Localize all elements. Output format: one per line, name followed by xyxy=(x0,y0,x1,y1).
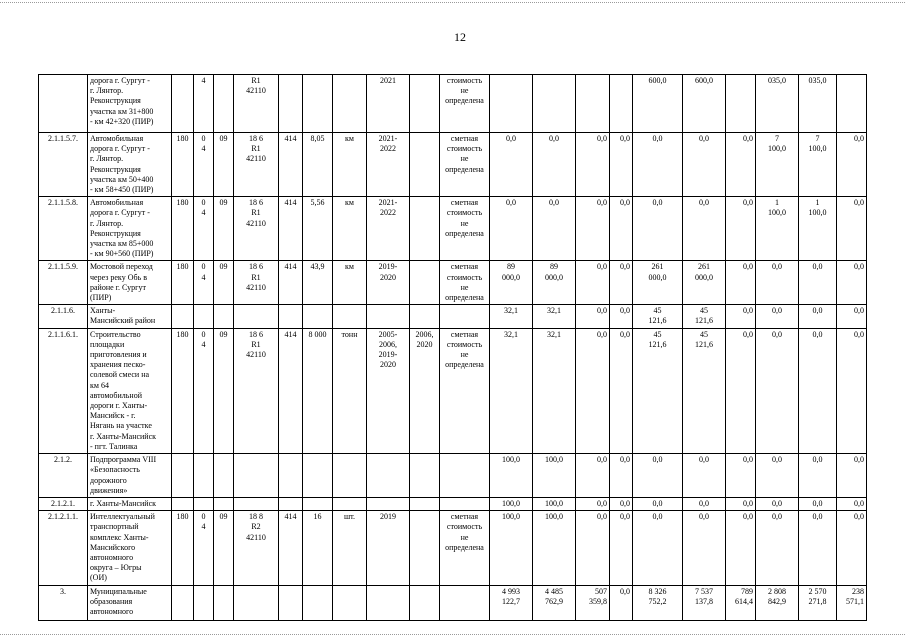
cell-name: дорога г. Сургут - г. Лянтор. Реконструкция участка км 31+800 - км 42+320 (ПИР) xyxy=(88,75,172,133)
cell-c3: 09 xyxy=(214,328,234,453)
cell-v1: 0,0 xyxy=(490,133,533,197)
cell-v6: 600,0 xyxy=(683,75,726,133)
cell-v8: 035,0 xyxy=(756,75,799,133)
cell-c3 xyxy=(214,454,234,498)
cell-c6: 16 xyxy=(303,511,333,585)
cell-c5: 414 xyxy=(279,197,303,261)
cell-c1 xyxy=(172,585,194,620)
table-row xyxy=(39,75,867,133)
cell-c8 xyxy=(367,585,410,620)
cell-c2: 0 4 xyxy=(194,261,214,305)
cell-c9 xyxy=(410,454,440,498)
cell-code xyxy=(39,75,88,133)
cell-c3: 09 xyxy=(214,511,234,585)
cell-v5: 600,0 xyxy=(633,75,683,133)
cell-c4: 18 8 R2 42110 xyxy=(234,511,279,585)
cell-c8: 2021- 2022 xyxy=(367,133,410,197)
cell-c2 xyxy=(194,585,214,620)
cell-c3 xyxy=(214,497,234,510)
cell-v9: 0,0 xyxy=(799,454,837,498)
cell-v4 xyxy=(610,75,633,133)
cell-v1: 100,0 xyxy=(490,497,533,510)
cell-v10: 0,0 xyxy=(837,133,867,197)
cell-c6: 8,05 xyxy=(303,133,333,197)
cell-v6: 0,0 xyxy=(683,454,726,498)
cell-v3: 0,0 xyxy=(576,511,610,585)
cell-v6: 7 537 137,8 xyxy=(683,585,726,620)
cell-v6: 0,0 xyxy=(683,511,726,585)
cell-c8: 2021 xyxy=(367,75,410,133)
cell-c8: 2019 xyxy=(367,511,410,585)
cell-c2: 0 4 xyxy=(194,328,214,453)
cell-v8: 0,0 xyxy=(756,261,799,305)
cell-c1: 180 xyxy=(172,133,194,197)
cell-c9: 2006, 2020 xyxy=(410,328,440,453)
cell-c7: шт. xyxy=(333,511,367,585)
cell-v5: 8 326 752,2 xyxy=(633,585,683,620)
table-row xyxy=(39,197,867,261)
cell-v7: 0,0 xyxy=(726,197,756,261)
cell-c5 xyxy=(279,75,303,133)
cell-v3: 0,0 xyxy=(576,305,610,328)
cell-c10: сметная стоимость не определена xyxy=(440,197,490,261)
cell-name: Мостовой переход через реку Обь в районе г. Сургут (ПИР) xyxy=(88,261,172,305)
cell-v9: 2 570 271,8 xyxy=(799,585,837,620)
cell-v3: 0,0 xyxy=(576,133,610,197)
cell-v2: 100,0 xyxy=(533,454,576,498)
cell-c7 xyxy=(333,454,367,498)
cell-c10 xyxy=(440,454,490,498)
cell-c1 xyxy=(172,75,194,133)
cell-v3: 0,0 xyxy=(576,454,610,498)
cell-c8 xyxy=(367,497,410,510)
cell-v4: 0,0 xyxy=(610,133,633,197)
cell-c5 xyxy=(279,585,303,620)
cell-v3: 0,0 xyxy=(576,197,610,261)
cell-v4: 0,0 xyxy=(610,305,633,328)
cell-c8: 2005- 2006, 2019- 2020 xyxy=(367,328,410,453)
cell-c1: 180 xyxy=(172,197,194,261)
cell-c7: км xyxy=(333,133,367,197)
table-row xyxy=(39,133,867,197)
cell-v8: 0,0 xyxy=(756,305,799,328)
cell-v2: 89 000,0 xyxy=(533,261,576,305)
cell-v4: 0,0 xyxy=(610,454,633,498)
cell-c4 xyxy=(234,454,279,498)
cell-c10: сметная стоимость не определена xyxy=(440,261,490,305)
cell-v6: 45 121,6 xyxy=(683,328,726,453)
cell-c3 xyxy=(214,305,234,328)
cell-code: 2.1.2.1. xyxy=(39,497,88,510)
cell-v1 xyxy=(490,75,533,133)
table-row xyxy=(39,305,867,328)
cell-c9 xyxy=(410,497,440,510)
cell-c9 xyxy=(410,133,440,197)
cell-c5 xyxy=(279,454,303,498)
cell-v2: 0,0 xyxy=(533,133,576,197)
cell-v8: 0,0 xyxy=(756,497,799,510)
cell-v10: 0,0 xyxy=(837,511,867,585)
cell-c9 xyxy=(410,261,440,305)
cell-v9: 0,0 xyxy=(799,305,837,328)
cell-v10: 0,0 xyxy=(837,328,867,453)
cell-v3: 0,0 xyxy=(576,328,610,453)
cell-c3: 09 xyxy=(214,197,234,261)
cell-v3: 0,0 xyxy=(576,261,610,305)
cell-c4 xyxy=(234,305,279,328)
cell-v5: 0,0 xyxy=(633,497,683,510)
cell-c2: 0 4 xyxy=(194,133,214,197)
table-row xyxy=(39,585,867,620)
cell-v4: 0,0 xyxy=(610,511,633,585)
cell-v2: 4 485 762,9 xyxy=(533,585,576,620)
cell-v7: 0,0 xyxy=(726,305,756,328)
cell-v7: 789 614,4 xyxy=(726,585,756,620)
cell-v5: 0,0 xyxy=(633,511,683,585)
cell-c6 xyxy=(303,585,333,620)
cell-v1: 32,1 xyxy=(490,328,533,453)
cell-v6: 261 000,0 xyxy=(683,261,726,305)
cell-v2: 32,1 xyxy=(533,328,576,453)
cell-v3: 507 359,8 xyxy=(576,585,610,620)
cell-c6: 5,56 xyxy=(303,197,333,261)
cell-name: Подпрограмма VIII «Безопасность дорожного движения» xyxy=(88,454,172,498)
cell-v8: 0,0 xyxy=(756,328,799,453)
cell-c4: 18 6 R1 42110 xyxy=(234,133,279,197)
cell-v9: 0,0 xyxy=(799,328,837,453)
cell-c2 xyxy=(194,497,214,510)
cell-v10: 0,0 xyxy=(837,305,867,328)
cell-c1: 180 xyxy=(172,328,194,453)
cell-c4: 18 6 R1 42110 xyxy=(234,328,279,453)
page-number: 12 xyxy=(454,30,466,44)
cell-c1 xyxy=(172,454,194,498)
cell-v7: 0,0 xyxy=(726,497,756,510)
cell-v9: 0,0 xyxy=(799,511,837,585)
cell-v8: 1 100,0 xyxy=(756,197,799,261)
cell-v10: 0,0 xyxy=(837,454,867,498)
cell-name: Автомобильная дорога г. Сургут - г. Лянтор. Реконструкция участка км 85+000 - км 90+560 (ПИР) xyxy=(88,197,172,261)
cell-code: 2.1.1.6. xyxy=(39,305,88,328)
cell-v7: 0,0 xyxy=(726,133,756,197)
cell-v9: 0,0 xyxy=(799,261,837,305)
cell-v1: 100,0 xyxy=(490,454,533,498)
cell-c8 xyxy=(367,454,410,498)
cell-code: 2.1.1.6.1. xyxy=(39,328,88,453)
cell-v9: 035,0 xyxy=(799,75,837,133)
cell-v1: 4 993 122,7 xyxy=(490,585,533,620)
cell-c3 xyxy=(214,585,234,620)
cell-v7: 0,0 xyxy=(726,454,756,498)
cell-name: Ханты- Мансийский район xyxy=(88,305,172,328)
table-row xyxy=(39,454,867,498)
cell-c5: 414 xyxy=(279,261,303,305)
cell-name: Муниципальные образования автономного xyxy=(88,585,172,620)
cell-v8: 0,0 xyxy=(756,511,799,585)
investment-table xyxy=(38,74,867,621)
cell-c7 xyxy=(333,305,367,328)
cell-v10: 238 571,1 xyxy=(837,585,867,620)
cell-c4: R1 42110 xyxy=(234,75,279,133)
cell-c6 xyxy=(303,75,333,133)
cell-c6: 8 000 xyxy=(303,328,333,453)
cell-v6: 0,0 xyxy=(683,197,726,261)
cell-name: г. Ханты-Мансийск xyxy=(88,497,172,510)
cell-v1: 32,1 xyxy=(490,305,533,328)
cell-v5: 45 121,6 xyxy=(633,305,683,328)
scan-edge-top xyxy=(0,2,905,3)
cell-v4: 0,0 xyxy=(610,328,633,453)
cell-v9: 1 100,0 xyxy=(799,197,837,261)
cell-name: Автомобильная дорога г. Сургут - г. Лянтор. Реконструкция участка км 50+400 - км 58+450 (ПИР) xyxy=(88,133,172,197)
cell-v5: 0,0 xyxy=(633,454,683,498)
cell-v2 xyxy=(533,75,576,133)
cell-c8: 2021- 2022 xyxy=(367,197,410,261)
cell-v4: 0,0 xyxy=(610,197,633,261)
cell-v5: 0,0 xyxy=(633,133,683,197)
cell-c1: 180 xyxy=(172,511,194,585)
cell-v1: 0,0 xyxy=(490,197,533,261)
cell-c9 xyxy=(410,511,440,585)
cell-c7 xyxy=(333,585,367,620)
cell-c1 xyxy=(172,305,194,328)
cell-c10 xyxy=(440,585,490,620)
cell-c10: сметная стоимость не определена xyxy=(440,133,490,197)
cell-code: 2.1.1.5.9. xyxy=(39,261,88,305)
cell-c2 xyxy=(194,305,214,328)
table-row xyxy=(39,511,867,585)
cell-c1 xyxy=(172,497,194,510)
cell-v9: 0,0 xyxy=(799,497,837,510)
cell-c5 xyxy=(279,497,303,510)
cell-c7 xyxy=(333,75,367,133)
cell-c5: 414 xyxy=(279,328,303,453)
cell-v3 xyxy=(576,75,610,133)
cell-c2: 0 4 xyxy=(194,197,214,261)
cell-code: 2.1.2. xyxy=(39,454,88,498)
cell-v7 xyxy=(726,75,756,133)
cell-c5: 414 xyxy=(279,133,303,197)
cell-v4: 0,0 xyxy=(610,497,633,510)
cell-v5: 0,0 xyxy=(633,197,683,261)
cell-v5: 45 121,6 xyxy=(633,328,683,453)
cell-code: 3. xyxy=(39,585,88,620)
cell-c6 xyxy=(303,497,333,510)
cell-v10: 0,0 xyxy=(837,497,867,510)
cell-code: 2.1.1.5.7. xyxy=(39,133,88,197)
cell-c4: 18 6 R1 42110 xyxy=(234,197,279,261)
cell-c3: 09 xyxy=(214,261,234,305)
cell-c7: км xyxy=(333,197,367,261)
cell-v7: 0,0 xyxy=(726,261,756,305)
cell-v8: 0,0 xyxy=(756,454,799,498)
cell-name: Интеллектуальный транспортный комплекс Ханты- Мансийского автономного округа – Югры (ОИ) xyxy=(88,511,172,585)
cell-v10 xyxy=(837,75,867,133)
table-row xyxy=(39,497,867,510)
cell-v7: 0,0 xyxy=(726,328,756,453)
cell-v9: 7 100,0 xyxy=(799,133,837,197)
cell-v8: 2 808 842,9 xyxy=(756,585,799,620)
cell-v2: 32,1 xyxy=(533,305,576,328)
cell-c2: 0 4 xyxy=(194,511,214,585)
cell-name: Строительство площадки приготовления и хранения песко- солевой смеси на км 64 автомобильной дороги г. Ханты- Мансийск - г. Нягань на участке г. Ханты-Мансийск - пгт. Талинка xyxy=(88,328,172,453)
cell-c6: 43,9 xyxy=(303,261,333,305)
cell-c10: сметная стоимость не определена xyxy=(440,328,490,453)
cell-v10: 0,0 xyxy=(837,197,867,261)
cell-c4 xyxy=(234,497,279,510)
cell-c5: 414 xyxy=(279,511,303,585)
cell-v3: 0,0 xyxy=(576,497,610,510)
cell-c4: 18 6 R1 42110 xyxy=(234,261,279,305)
cell-c10: стоимость не определена xyxy=(440,75,490,133)
cell-c6 xyxy=(303,454,333,498)
cell-v2: 0,0 xyxy=(533,197,576,261)
cell-v6: 0,0 xyxy=(683,133,726,197)
cell-c2 xyxy=(194,454,214,498)
scan-edge-bottom xyxy=(0,634,905,635)
cell-v10: 0,0 xyxy=(837,261,867,305)
cell-c8 xyxy=(367,305,410,328)
cell-v2: 100,0 xyxy=(533,497,576,510)
cell-v8: 7 100,0 xyxy=(756,133,799,197)
cell-c4 xyxy=(234,585,279,620)
cell-c10 xyxy=(440,305,490,328)
cell-c6 xyxy=(303,305,333,328)
cell-v7: 0,0 xyxy=(726,511,756,585)
cell-c3 xyxy=(214,75,234,133)
cell-v6: 0,0 xyxy=(683,497,726,510)
cell-c10: сметная стоимость не определена xyxy=(440,511,490,585)
cell-c7: км xyxy=(333,261,367,305)
cell-c9 xyxy=(410,585,440,620)
cell-v6: 45 121,6 xyxy=(683,305,726,328)
cell-v4: 0,0 xyxy=(610,261,633,305)
cell-c7 xyxy=(333,497,367,510)
cell-code: 2.1.1.5.8. xyxy=(39,197,88,261)
cell-c1: 180 xyxy=(172,261,194,305)
cell-c9 xyxy=(410,75,440,133)
cell-c8: 2019- 2020 xyxy=(367,261,410,305)
table-row xyxy=(39,328,867,453)
cell-c3: 09 xyxy=(214,133,234,197)
cell-c5 xyxy=(279,305,303,328)
cell-code: 2.1.2.1.1. xyxy=(39,511,88,585)
cell-c7: тонн xyxy=(333,328,367,453)
table-row xyxy=(39,261,867,305)
cell-c10 xyxy=(440,497,490,510)
cell-v1: 100,0 xyxy=(490,511,533,585)
cell-c9 xyxy=(410,305,440,328)
cell-v1: 89 000,0 xyxy=(490,261,533,305)
cell-v5: 261 000,0 xyxy=(633,261,683,305)
cell-v4: 0,0 xyxy=(610,585,633,620)
cell-c9 xyxy=(410,197,440,261)
cell-c2: 4 xyxy=(194,75,214,133)
cell-v2: 100,0 xyxy=(533,511,576,585)
